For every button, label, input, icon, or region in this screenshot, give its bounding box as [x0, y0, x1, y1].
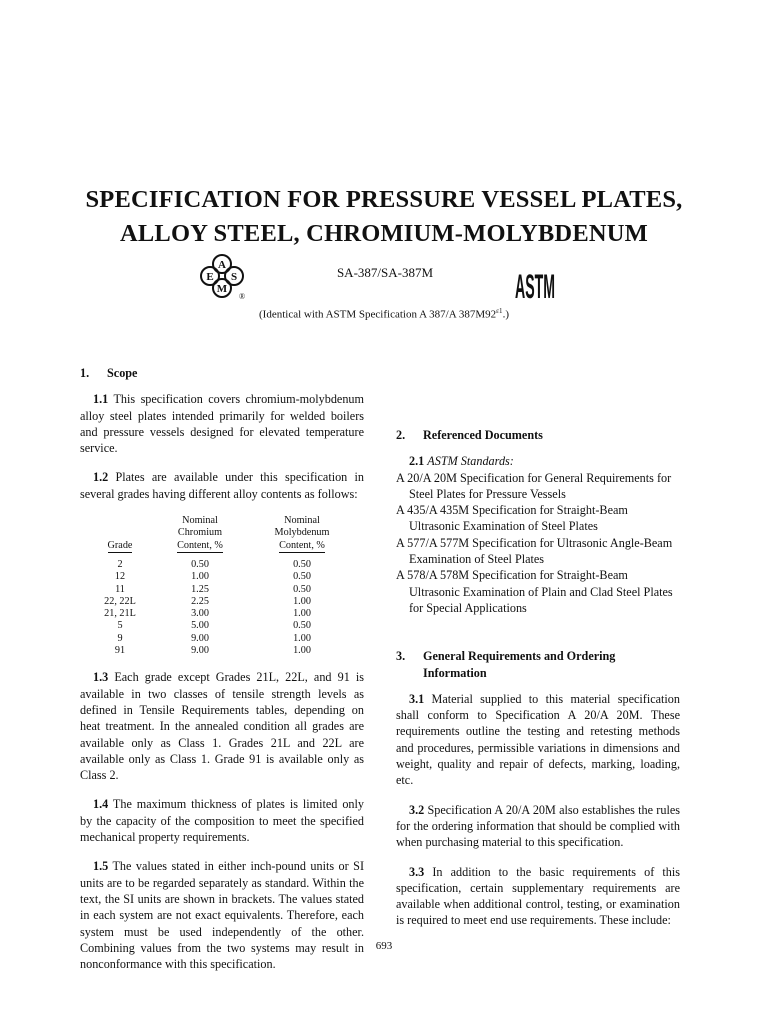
- identical-with-note: [100, 307, 668, 321]
- right-column: [396, 365, 680, 942]
- table-row: 22, 22L 2.25 1.00: [104, 595, 311, 607]
- section-number: 2.: [396, 428, 406, 442]
- document-title: [40, 183, 728, 251]
- header-chromium: Nominal Chromium Content, %: [150, 515, 250, 553]
- paragraph-1-1: 1.1 This specification covers chromium-molybdenum alloy steel plates intended primarily for welded boilers and pressure vessels designed for elevated temperature service.: [80, 392, 364, 456]
- title-line-2: ALLOY STEEL, CHROMIUM-MOLYBDENUM: [120, 220, 648, 247]
- table-row: 5 5.00 0.50: [117, 620, 311, 632]
- section-title: Referenced Documents: [423, 428, 543, 442]
- list-item: A 20/A 20M Specification for General Requirements for Steel Plates for Pressure Vessels: [396, 470, 672, 501]
- paragraph-3-3: 3.3 In addition to the basic requirements of this specification, certain supplementary requirements are available when additional control, testing, or examination is required to meet end use requirements. These include:: [396, 864, 680, 928]
- table-row: 12 1.00 0.50: [114, 571, 311, 583]
- left-column: [80, 365, 364, 972]
- header-molybdenum: Nominal Molybdenum Content, %: [250, 515, 354, 553]
- paragraph-3-2: 3.2 Specification A 20/A 20M also establishes the rules for the ordering information that should be complied with when purchasing material to this specification.: [396, 802, 680, 850]
- list-item: A 578/A 578M Specification for Straight-Beam Ultrasonic Examination of Plain and Clad Steel Plates for Special Applications: [396, 568, 673, 615]
- title-line-1: SPECIFICATION FOR PRESSURE VESSEL PLATES,: [85, 186, 683, 213]
- logo-letter-e: E: [206, 271, 214, 283]
- section-title: General Requirements and Ordering Information: [423, 649, 616, 680]
- paragraph-1-4: 1.4 The maximum thickness of plates is limited only by the capacity of the composition to meet the specified mechanical property requirements.: [80, 797, 364, 845]
- table-row: 11 1.25 0.50: [115, 583, 311, 595]
- table-row: 9 9.00 1.00: [117, 632, 311, 644]
- astm-logo-letters: ASTM: [515, 268, 555, 306]
- table-row: 91 9.00 1.00: [114, 645, 311, 657]
- astm-logo-icon: [513, 250, 557, 306]
- logo-letter-a: A: [218, 259, 226, 271]
- paragraph-1-3: 1.3 Each grade except Grades 21L, 22L, and 91 is available in two classes of tensile strength levels as defined in Tensile Requirements tables, depending on heat treatment. In the annealed condition all grades are available only as Class 1. Grades 21L and 22L are available only as Class 1. Grade 91 is available only as Class 2.: [80, 670, 364, 783]
- grades-table: [90, 515, 354, 657]
- header-grade: Grade: [90, 515, 150, 553]
- list-item: A 435/A 435M Specification for Straight-Beam Ultrasonic Examination of Steel Plates: [396, 503, 628, 534]
- paragraph-1-2: 1.2 Plates are available under this specification in several grades having different alloy contents as follows:: [80, 470, 364, 501]
- table-row: 21, 21L 3.00 1.00: [104, 608, 311, 620]
- registered-mark: ®: [238, 292, 246, 301]
- specification-designation: SA-387/SA-387M: [336, 265, 434, 280]
- section-number: 3.: [396, 649, 406, 664]
- table-row: 2 0.50 0.50: [117, 558, 311, 570]
- section-heading-scope: [80, 365, 364, 381]
- logo-letter-m: M: [216, 283, 228, 295]
- paragraph-1-5: 1.5 The values stated in either inch-pound units or SI units are to be regarded separately as standard. Within the text, the SI units are shown in brackets. The values stated in each system are not exact equivalents. Therefore, each system must be used independently of the other. Combining values from the two systems may result in nonconformance with this specification.: [80, 859, 364, 972]
- asme-logo-icon: [198, 252, 248, 300]
- identical-note-superscript: ε1: [496, 307, 503, 315]
- identical-note-text: (Identical with ASTM Specification A 387/A 387M92: [259, 308, 497, 321]
- section-heading-general-requirements: [396, 648, 680, 681]
- page-number: 693: [375, 940, 393, 952]
- section-title: Scope: [107, 366, 138, 380]
- logo-letter-s: S: [230, 271, 238, 283]
- identical-note-end: .): [502, 308, 509, 321]
- paragraph-3-1: 3.1 Material supplied to this material specification shall conform to Specification A 20/A 20M. These requirements outline the testing and retesting methods and procedures, permissible variations in dimensions and weight, quality and repair of defects, marking, loading, etc.: [396, 691, 680, 788]
- paragraph-1-5-continuation-space: [396, 365, 680, 427]
- referenced-documents-list: [396, 453, 680, 616]
- astm-standards-intro: 2.1 ASTM Standards:: [409, 454, 514, 469]
- list-item: A 577/A 577M Specification for Ultrasonic Angle-Beam Examination of Steel Plates: [396, 535, 673, 567]
- section-number: 1.: [80, 366, 90, 380]
- section-heading-referenced-documents: [396, 427, 680, 443]
